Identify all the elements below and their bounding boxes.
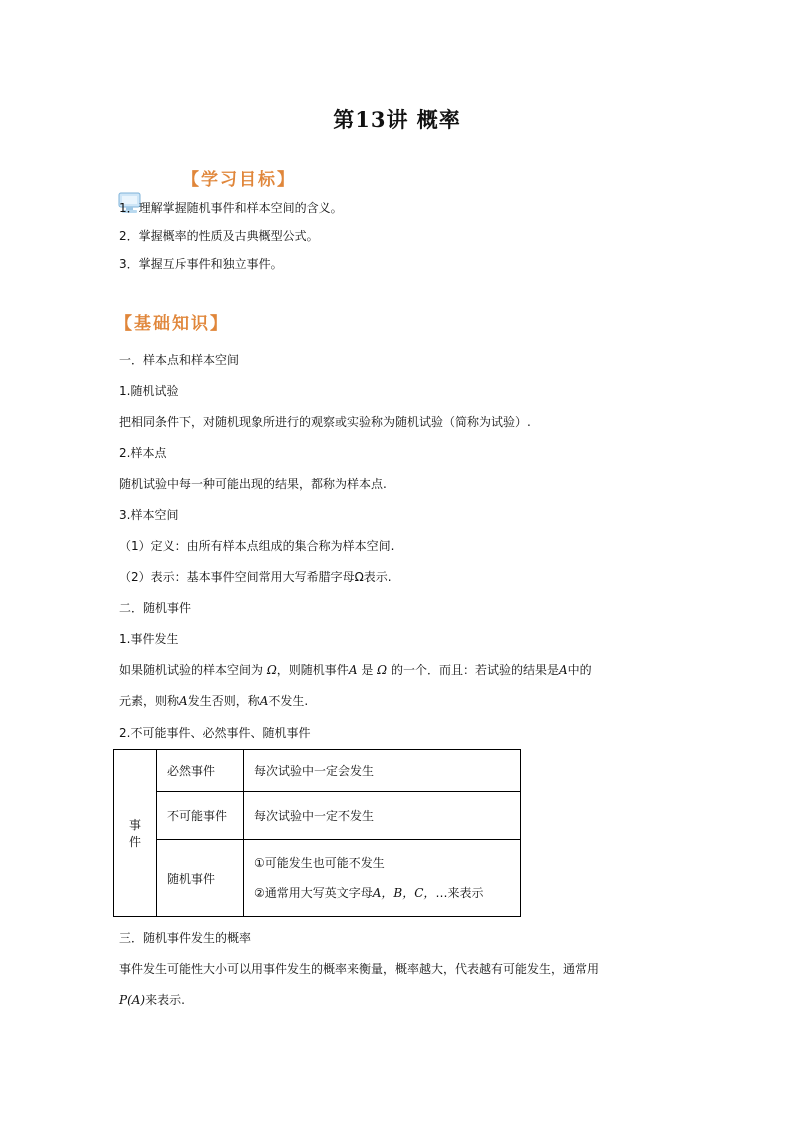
subsection-1-3-heading: 3.样本空间	[119, 508, 179, 522]
impossible-event-name: 不可能事件	[157, 792, 244, 840]
goal-item-2: 2．掌握概率的性质及古典概型公式。	[119, 229, 319, 243]
table-row	[114, 792, 521, 840]
certain-event-desc: 每次试验中一定会发生	[244, 750, 521, 792]
basic-knowledge-heading: 【基础知识】	[115, 314, 229, 334]
section-3-heading: 三．随机事件发生的概率	[119, 931, 252, 945]
sample-space-representation: （2）表示：基本事件空间常用大写希腊字母Ω表示.	[119, 570, 392, 584]
random-event-desc-2: ②通常用大写英文字母A，B，C，…来表示	[254, 886, 484, 900]
goal-item-1: 1．理解掌握随机事件和样本空间的含义。	[119, 201, 343, 215]
event-types-table	[113, 749, 521, 917]
page-title: 第13讲 概率	[333, 107, 461, 132]
subsection-1-2-text: 随机试验中每一种可能出现的结果，都称为样本点.	[119, 477, 387, 491]
subsection-1-2-heading: 2.样本点	[119, 446, 167, 460]
probability-text-line-2: P(A)来表示.	[119, 993, 185, 1007]
subsection-2-1-heading: 1.事件发生	[119, 632, 179, 646]
certain-event-name: 必然事件	[157, 750, 244, 792]
random-event-desc	[244, 840, 521, 917]
table-row	[114, 750, 521, 792]
probability-text-line-1: 事件发生可能性大小可以用事件发生的概率来衡量，概率越大，代表越有可能发生，通常用	[119, 962, 600, 976]
random-event-desc-1: ①可能发生也可能不发生	[254, 856, 385, 870]
section-1-heading: 一．样本点和样本空间	[119, 353, 240, 367]
impossible-event-desc: 每次试验中一定不发生	[244, 792, 521, 840]
subsection-1-1-heading: 1.随机试验	[119, 384, 179, 398]
event-occurrence-text-line-2: 元素，则称A发生否则，称A不发生.	[119, 694, 309, 708]
learning-goals-heading: 【学习目标】	[182, 170, 296, 190]
goal-item-3: 3．掌握互斥事件和独立事件。	[119, 257, 283, 271]
subsection-1-1-text: 把相同条件下，对随机现象所进行的观察或实验称为随机试验（简称为试验）.	[119, 415, 531, 429]
subsection-2-2-heading: 2.不可能事件、必然事件、随机事件	[119, 726, 311, 740]
table-row-header: 事件	[114, 750, 157, 917]
section-2-heading: 二．随机事件	[119, 601, 192, 615]
table-row	[114, 840, 521, 917]
event-occurrence-text-line-1: 如果随机试验的样本空间为 Ω，则随机事件A 是 Ω 的一个．而且：若试验的结果是A中的	[119, 663, 592, 677]
random-event-name: 随机事件	[157, 840, 244, 917]
sample-space-definition: （1）定义：由所有样本点组成的集合称为样本空间.	[119, 539, 395, 553]
